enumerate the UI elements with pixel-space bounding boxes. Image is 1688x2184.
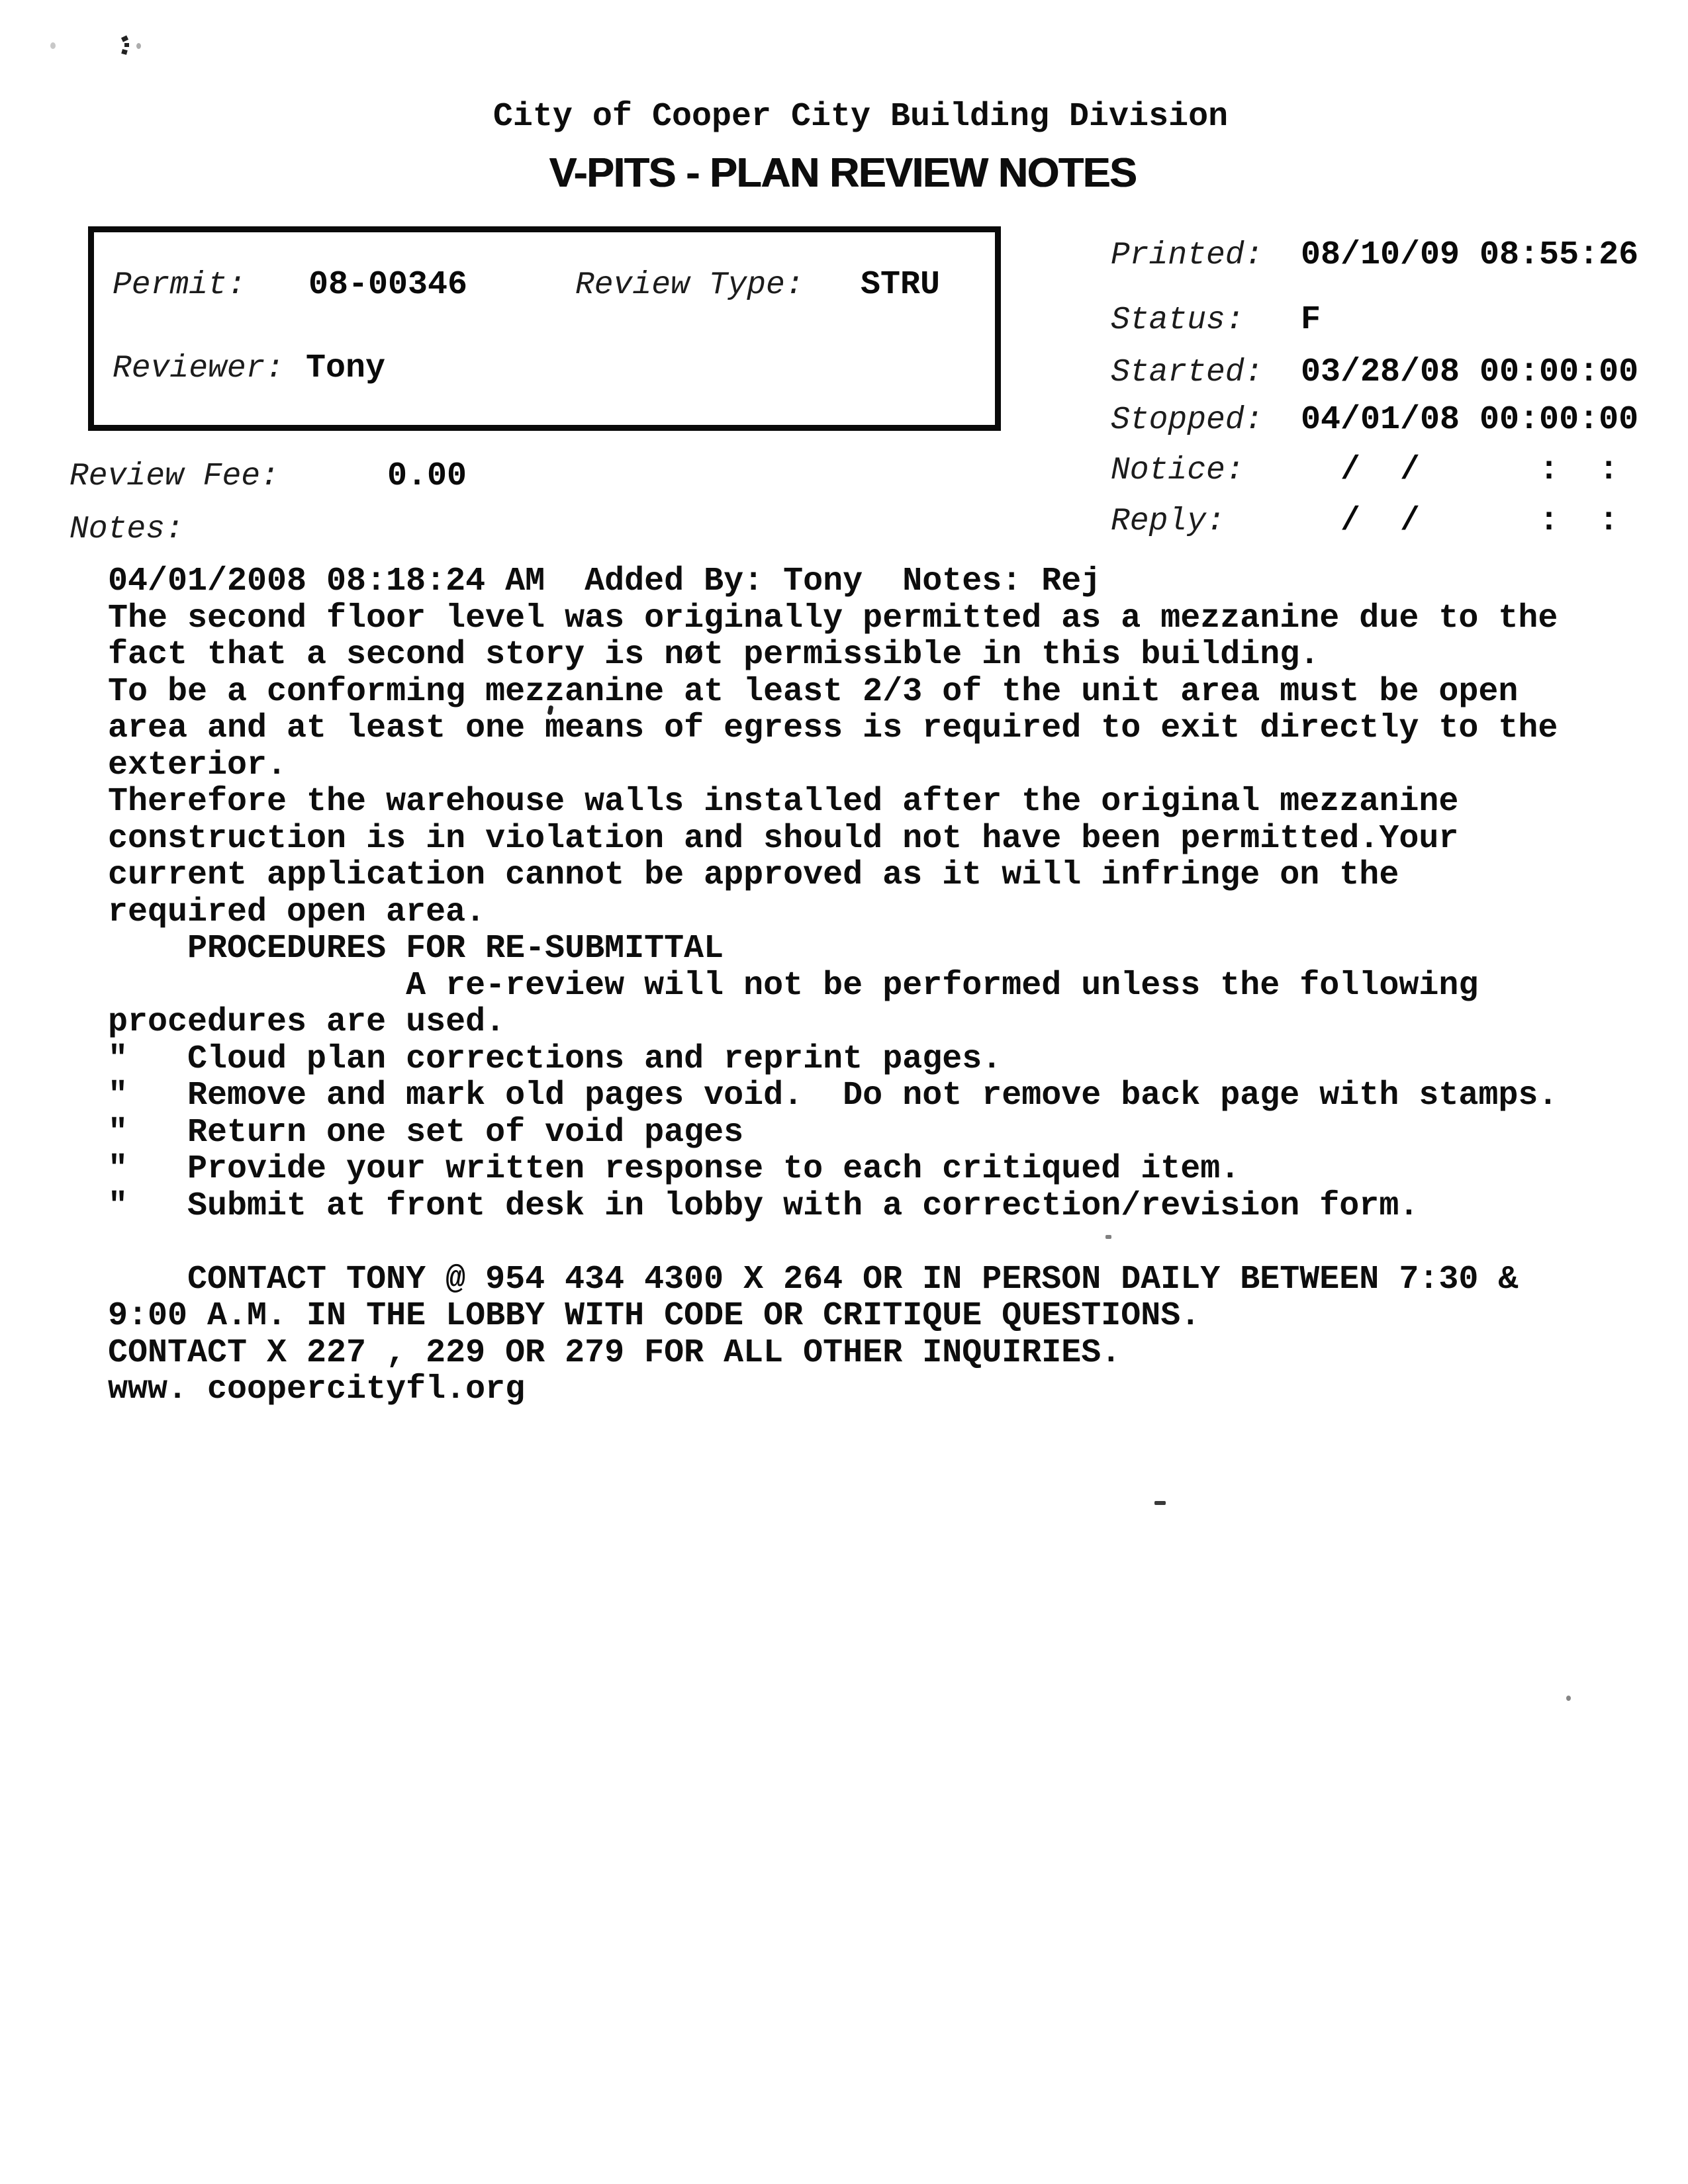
scan-speck [136, 43, 141, 49]
note-line: " Remove and mark old pages void. Do not remove back page with stamps. [108, 1077, 1558, 1115]
scan-speck [121, 49, 128, 55]
started-value: 03/28/08 00:00:00 [1301, 353, 1639, 391]
note-line: area and at least one means of egress is required to exit directly to the [108, 709, 1558, 747]
scan-speck [121, 35, 128, 42]
note-line: " Provide your written response to each critiqued item. [108, 1150, 1241, 1188]
scan-speck [50, 42, 56, 49]
note-line: current application cannot be approved as it will infringe on the [108, 856, 1399, 894]
printed-value: 08/10/09 08:55:26 [1301, 236, 1639, 274]
note-line: A re-review will not be performed unless the following [108, 966, 1479, 1005]
review-type-label: Review Type: [575, 267, 804, 303]
note-line: Therefore the warehouse walls installed after the original mezzanine [108, 783, 1459, 821]
permit-box [88, 226, 1001, 431]
note-line: fact that a second story is nøt permissible in this building. [108, 636, 1320, 674]
note-line: CONTACT X 227 , 229 OR 279 FOR ALL OTHER INQUIRIES. [108, 1334, 1121, 1372]
document-title: V-PITS - PLAN REVIEW NOTES [549, 150, 1137, 196]
scan-speck [1154, 1501, 1166, 1505]
note-line: PROCEDURES FOR RE-SUBMITTAL [108, 930, 724, 968]
note-line: To be a conforming mezzanine at least 2/3 of the unit area must be open [108, 672, 1519, 711]
review-fee-label: Review Fee: [70, 459, 279, 494]
note-line: " Return one set of void pages [108, 1113, 744, 1152]
reply-value: / / : : [1301, 502, 1619, 540]
note-line: exterior. [108, 746, 287, 784]
note-line: CONTACT TONY @ 954 434 4300 X 264 OR IN PERSON DAILY BETWEEN 7:30 & [108, 1260, 1519, 1298]
notes-body [108, 563, 1650, 1408]
reply-label: Reply: [1111, 504, 1225, 539]
review-fee-value: 0.00 [387, 457, 467, 495]
note-line: 04/01/2008 08:18:24 AM Added By: Tony Notes: Rej [108, 563, 1102, 600]
scan-speck [124, 43, 129, 47]
meta-row-stopped [1111, 400, 1638, 445]
note-line: www. coopercityfl.org [108, 1371, 526, 1408]
review-type-value: STRU [861, 266, 941, 304]
notes-label: Notes: [70, 512, 184, 547]
notice-value: / / : : [1301, 451, 1619, 489]
meta-row-reply [1111, 502, 1618, 547]
meta-row-status [1111, 300, 1321, 345]
note-line: required open area. [108, 893, 486, 931]
org-title: City of Cooper City Building Division [492, 98, 1229, 136]
permit-label: Permit: [113, 267, 246, 303]
reviewer-label: Reviewer: [113, 351, 285, 387]
reviewer-value: Tony [306, 349, 386, 387]
status-value: F [1301, 301, 1321, 339]
note-line: procedures are used. [108, 1003, 506, 1041]
meta-row-printed [1111, 236, 1638, 281]
note-line: The second floor level was originally permitted as a mezzanine due to the [108, 599, 1558, 637]
meta-row-started [1111, 353, 1638, 398]
printed-label: Printed: [1111, 238, 1264, 273]
note-line: construction is in violation and should not have been permitted.Your [108, 819, 1459, 858]
scan-speck [1566, 1696, 1571, 1701]
permit-number-value: 08-00346 [308, 266, 468, 304]
notice-label: Notice: [1111, 453, 1244, 488]
status-label: Status: [1111, 302, 1244, 338]
note-line: " Submit at front desk in lobby with a correction/revision form. [108, 1187, 1419, 1225]
meta-row-notice [1111, 451, 1618, 496]
note-line: 9:00 A.M. IN THE LOBBY WITH CODE OR CRITIQUE QUESTIONS. [108, 1297, 1201, 1335]
started-label: Started: [1111, 355, 1264, 390]
stopped-label: Stopped: [1111, 402, 1264, 438]
stopped-value: 04/01/08 00:00:00 [1301, 401, 1639, 439]
note-line [108, 1224, 1650, 1261]
note-line: " Cloud plan corrections and reprint pages. [108, 1040, 1002, 1078]
